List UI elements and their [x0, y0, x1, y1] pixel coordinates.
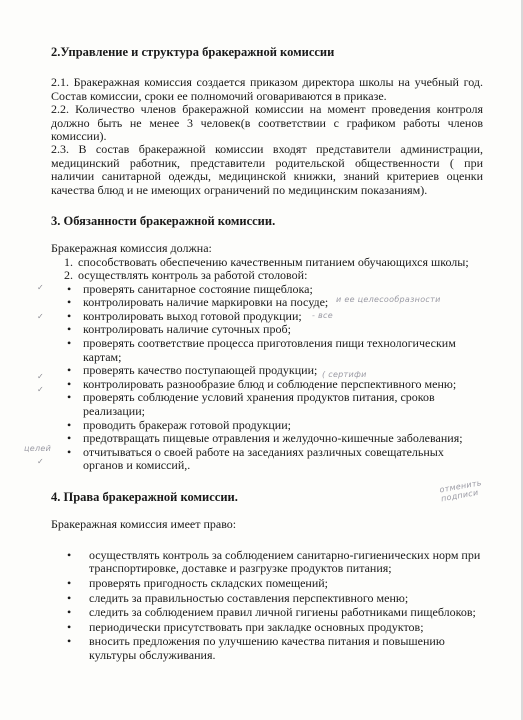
list-item: • проверять пригодность складских помещений; [51, 577, 483, 591]
list-item: • контролировать наличие суточных проб; [51, 323, 483, 337]
list-item: • вносить предложения по улучшению качества питания и повышению культуры обслуживания. [51, 635, 483, 662]
handwritten-note: ( сертифи [322, 370, 367, 379]
paragraph-2-2: 2.2. Количество членов бракеражной комиссии на момент проведения контроля должно быть не менее 3 человек(в соответствии с графиком работы членов комиссии). [51, 102, 483, 144]
check-mark-icon: ✓ [37, 312, 44, 321]
list-item: • проверять санитарное состояние пищеблока; [51, 283, 483, 297]
handwritten-note: и ее целесообразности [336, 295, 441, 304]
check-mark-icon: ✓ [37, 372, 44, 381]
paragraph-2-3: 2.3. В состав бракеражной комиссии входят представители администрации, медицинский работник, представители родительской общественности ( при наличии санитарной одежды, медицинской книжки, знаний критериев оценки качества блюд и не имеющих ограничений по медицинским показаниям). [51, 142, 483, 197]
list-item: • следить за соблюдением правил личной гигиены работниками пищеблоков; [51, 606, 483, 620]
list-item: • контролировать разнообразие блюд и соблюдение перспективного меню; [51, 378, 483, 392]
handwritten-note: целей [24, 444, 52, 453]
section-3-intro: Бракеражная комиссия должна: [51, 241, 212, 256]
section-2-title: 2.Управление и структура бракеражной комиссии [51, 45, 335, 59]
handwritten-note: - все [312, 311, 333, 320]
section-4-title: 4. Права бракеражной комиссии. [51, 490, 238, 504]
list-item: • проверять качество поступающей продукции; [51, 364, 483, 378]
check-mark-icon: ✓ [37, 283, 44, 292]
list-item: 1. способствовать обеспечению качественным питанием обучающихся школы; [76, 256, 483, 269]
list-item: • следить за правильностью составления перспективного меню; [51, 592, 483, 606]
paragraph-2-1: 2.1. Бракеражная комиссия создается приказом директора школы на учебный год. Состав комиссии, сроки ее полномочий оговариваются в приказе. [51, 75, 483, 103]
list-item: • осуществлять контроль за соблюдением санитарно-гигиенических норм при транспортировке, доставке и разгрузке продуктов питания; [51, 549, 483, 576]
check-mark-icon: ✓ [37, 457, 44, 466]
duties-bullet-list [51, 283, 483, 473]
list-item: • проводить бракераж готовой продукции; [51, 419, 483, 433]
list-item: • проверять соответствие процесса приготовления пищи технологическим картам; [51, 337, 483, 364]
handwritten-note: отменить подписи [438, 478, 483, 504]
duties-numbered-list [51, 256, 483, 283]
section-3-title: 3. Обязанности бракеражной комиссии. [51, 214, 276, 229]
list-item: • контролировать наличие маркировки на посуде; [51, 296, 483, 310]
list-item: • периодически присутствовать при закладке основных продуктов; [51, 621, 483, 635]
list-item: • предотвращать пищевые отравления и желудочно-кишечные заболевания; [51, 432, 483, 446]
list-item: • проверять соблюдение условий хранения продуктов питания, сроков реализации; [51, 391, 483, 418]
list-item: 2. осуществлять контроль за работой столовой: [76, 269, 483, 282]
list-item: • контролировать выход готовой продукции; [51, 310, 483, 324]
rights-bullet-list [51, 549, 483, 663]
document-body [51, 46, 483, 664]
section-4-intro: Бракеражная комиссия имеет право: [51, 517, 237, 532]
list-item: • отчитываться о своей работе на заседаниях различных совещательных органов и комиссий,. [51, 446, 483, 473]
check-mark-icon: ✓ [37, 385, 44, 394]
